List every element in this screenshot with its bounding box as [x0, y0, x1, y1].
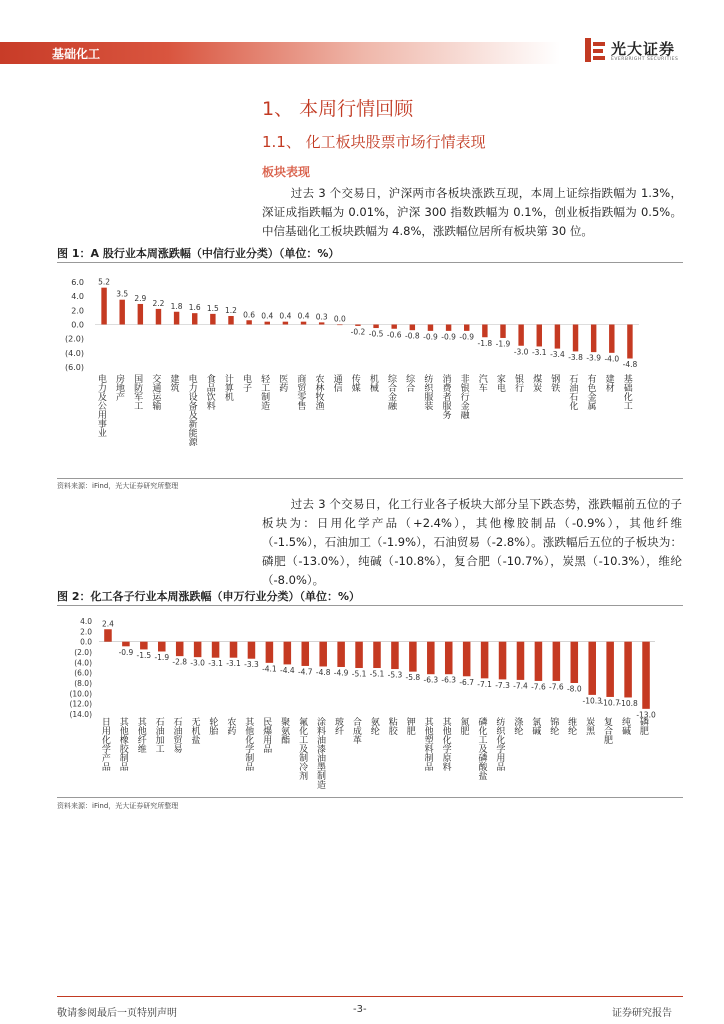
bar-value-label: -0.9	[441, 332, 456, 342]
y-tick-label: 4.0	[71, 292, 84, 302]
category-label: 传媒	[349, 374, 360, 392]
figure-1-bottom-rule	[57, 478, 683, 479]
bar	[265, 322, 270, 325]
category-label: 基础化工	[621, 374, 632, 410]
bar	[119, 300, 124, 325]
bar-value-label: -3.9	[586, 353, 601, 363]
category-label: 煤炭	[531, 374, 542, 392]
category-label: 复合肥	[602, 717, 613, 744]
bar	[463, 642, 471, 677]
y-tick-label: (14.0)	[69, 710, 92, 719]
category-label: 磷化工及磷酸盐	[476, 717, 487, 780]
bar-value-label: -3.1	[208, 659, 223, 669]
bar-value-label: -4.0	[604, 354, 620, 364]
bar-value-label: 1.2	[225, 306, 237, 315]
bar	[606, 642, 614, 697]
figure-2-top-rule	[57, 605, 683, 606]
figure-1-source: 资料来源：iFind，光大证券研究所整理	[57, 482, 179, 490]
bar-value-label: -1.9	[495, 339, 511, 349]
bar-value-label: -4.8	[315, 667, 331, 677]
bar	[624, 642, 632, 698]
bar-value-label: -3.1	[531, 347, 547, 357]
category-label: 维纶	[566, 717, 577, 735]
bar-value-label: 1.6	[188, 303, 201, 313]
bar-value-label: 0.0	[333, 314, 346, 324]
bar	[427, 642, 435, 675]
category-label: 非银行金融	[458, 374, 469, 419]
category-label: 房地产	[114, 374, 125, 401]
paragraph-2	[262, 495, 682, 590]
figure-2-bottom-rule	[57, 797, 683, 798]
y-tick-label: (12.0)	[69, 699, 92, 709]
bar	[158, 642, 166, 652]
category-label: 民爆用品	[261, 717, 272, 753]
figure-2-source: 资料来源：iFind，光大证券研究所整理	[57, 802, 179, 810]
category-label: 机械	[367, 374, 378, 392]
bar-value-label: 5.2	[98, 277, 111, 287]
heading-2: 1.1、 化工板块股票市场行情表现	[262, 133, 486, 151]
bar	[174, 312, 179, 325]
bar	[176, 642, 184, 656]
bar-value-label: -3.0	[190, 658, 205, 668]
bar-value-label: -0.2	[350, 327, 366, 337]
bar-value-label: -8.0	[566, 684, 582, 694]
y-tick-label: (2.0)	[65, 334, 84, 344]
category-label: 其他橡胶制品	[117, 717, 128, 771]
bar-value-label: -4.1	[262, 664, 277, 674]
bar	[337, 642, 345, 667]
category-label: 聚氨酯	[279, 717, 290, 744]
bar	[627, 325, 632, 359]
bar-value-label: -2.8	[172, 657, 188, 667]
bar-value-label: -3.4	[550, 350, 565, 360]
category-label: 纯碱	[619, 717, 630, 735]
category-label: 银行	[512, 374, 523, 392]
category-label: 玻纤	[332, 717, 343, 735]
category-label: 有色金属	[585, 374, 596, 410]
bar	[571, 642, 579, 683]
bar-value-label: 0.4	[279, 311, 292, 321]
bar	[301, 642, 309, 666]
footer-rule	[57, 996, 683, 997]
bar-value-label: 2.9	[134, 293, 147, 303]
bar-value-label: -1.9	[154, 652, 170, 662]
bar-value-label: -7.6	[531, 682, 546, 692]
category-label: 石油加工	[153, 717, 164, 753]
bar	[410, 325, 415, 331]
category-label: 涂料油漆油墨制造	[315, 717, 326, 789]
bar	[373, 642, 381, 668]
category-label: 无机盐	[189, 717, 200, 744]
category-label: 汽车	[476, 374, 487, 392]
bar-value-label: 1.5	[206, 303, 219, 313]
category-label: 粘胶	[386, 717, 397, 735]
bar	[591, 325, 596, 353]
bar-value-label: -3.8	[568, 352, 583, 362]
category-label: 钢铁	[549, 374, 560, 392]
category-label: 计算机	[222, 374, 233, 401]
footer-disclaimer: 敬请参阅最后一页特别声明	[57, 1008, 177, 1019]
bar	[446, 325, 451, 331]
bar-value-label: -4.9	[333, 668, 349, 678]
bar-value-label: -13.0	[636, 710, 656, 720]
bar-value-label: -0.8	[405, 331, 420, 341]
y-tick-label: (4.0)	[65, 348, 84, 358]
bar-value-label: -4.4	[280, 665, 295, 675]
bar-value-label: -6.7	[459, 677, 474, 687]
bar-value-label: -10.3	[582, 696, 602, 706]
bar	[228, 316, 233, 325]
bar	[555, 325, 560, 349]
category-label: 医药	[277, 374, 288, 392]
category-label: 其他化学制品	[243, 717, 254, 771]
bar	[284, 642, 292, 665]
brand-name: 光大证券	[611, 40, 676, 58]
bar-value-label: -1.8	[477, 338, 493, 348]
bar-value-label: -5.8	[405, 673, 421, 683]
bar	[409, 642, 417, 672]
bar-value-label: -7.4	[513, 681, 528, 691]
bar-value-label: -7.3	[495, 680, 510, 690]
category-label: 电力及公用事业	[95, 374, 106, 437]
category-label: 轻工制造	[259, 374, 270, 410]
category-label: 食品饮料	[204, 374, 215, 410]
y-tick-label: (4.0)	[74, 658, 92, 668]
bar	[140, 642, 148, 650]
bar-value-label: -4.8	[622, 360, 638, 369]
bar	[482, 325, 487, 338]
bar	[230, 642, 238, 658]
category-label: 氯碱	[530, 717, 541, 735]
bar-value-label: 2.4	[101, 619, 114, 629]
page-number: -3-	[353, 1004, 367, 1015]
category-label: 商贸零售	[295, 374, 306, 410]
bar	[609, 325, 614, 353]
y-tick-label: 0.0	[80, 637, 92, 647]
figure-1-title: 图 1：A 股行业本周涨跌幅（中信行业分类）（单位：%）	[57, 247, 340, 260]
category-label: 建材	[603, 374, 614, 392]
category-label: 综合金融	[386, 374, 397, 410]
brand-mark-icon	[585, 38, 607, 62]
bar	[535, 642, 543, 681]
bar	[337, 325, 342, 326]
bar-value-label: -6.3	[423, 675, 439, 685]
chart-1	[57, 264, 683, 478]
bar	[192, 313, 197, 324]
category-label: 通信	[331, 374, 342, 392]
bar	[355, 325, 360, 326]
category-label: 日用化学产品	[99, 717, 110, 771]
bar	[573, 325, 578, 352]
bar-value-label: 0.4	[261, 311, 274, 321]
bar-value-label: -3.0	[513, 347, 529, 357]
category-label: 炭黑	[584, 717, 595, 735]
category-label: 电力设备及新能源	[186, 374, 197, 446]
bar	[194, 642, 202, 658]
bar-value-label: -4.7	[297, 667, 313, 677]
bar-value-label: -6.3	[441, 675, 457, 685]
category-label: 电子	[240, 374, 251, 392]
bar	[553, 642, 561, 681]
footer-report-type: 证券研究报告	[612, 1008, 672, 1019]
bar-value-label: -0.9	[118, 647, 134, 657]
bar-value-label: 0.4	[297, 311, 310, 321]
bar	[445, 642, 453, 675]
heading-1: 1、 本周行情回顾	[262, 98, 414, 120]
category-label: 农药	[225, 717, 236, 735]
bar-value-label: -0.5	[368, 329, 384, 339]
bar	[499, 642, 507, 680]
category-label: 其他塑料制品	[422, 717, 433, 771]
bar	[428, 325, 433, 331]
brand-logo	[585, 38, 695, 68]
category-label: 消费者服务	[440, 374, 451, 419]
bar	[283, 322, 288, 325]
bar	[481, 642, 489, 679]
category-label: 钾肥	[404, 717, 415, 735]
bar-value-label: -1.5	[136, 650, 152, 660]
category-label: 氨纶	[368, 717, 379, 735]
bar	[248, 642, 256, 659]
section-tag: 基础化工	[52, 47, 101, 61]
bar	[210, 314, 215, 325]
bar-value-label: -7.6	[549, 682, 564, 692]
bar	[373, 325, 378, 329]
y-tick-label: (6.0)	[65, 363, 84, 372]
category-label: 家电	[494, 374, 505, 392]
brand-subtitle: EVERBRIGHT SECURITIES	[611, 57, 679, 62]
category-label: 交通运输	[150, 374, 161, 410]
figure-1-top-rule	[57, 262, 683, 263]
bar-value-label: -0.9	[459, 332, 475, 342]
category-label: 轮胎	[207, 717, 218, 735]
bar-value-label: -5.1	[351, 669, 367, 679]
category-label: 涤纶	[512, 717, 523, 735]
bar-value-label: 1.8	[170, 301, 183, 311]
bar	[319, 322, 324, 324]
y-tick-label: (10.0)	[69, 689, 92, 699]
bar	[156, 309, 161, 325]
y-tick-label: 2.0	[80, 627, 92, 637]
bar	[642, 642, 650, 709]
paragraph-1	[262, 184, 682, 241]
bar	[588, 642, 596, 695]
category-label: 其他纤维	[135, 717, 146, 753]
bar-value-label: 3.5	[116, 289, 129, 299]
bar	[212, 642, 220, 658]
y-tick-label: 4.0	[80, 617, 92, 626]
bar-value-label: -0.6	[386, 330, 402, 340]
bar	[104, 629, 112, 641]
y-tick-label: 2.0	[71, 306, 84, 316]
paragraph-1-text: 过去 3 个交易日，沪深两市各板块涨跌互现，本周上证综指跌幅为 1.3%，深证成指跌幅为 0.01%，沪深 300 指数跌幅为 0.1%，创业板指跌幅为 0.5%。中信基础化工板块跌幅为 4.8%，涨跌幅位居所有板块第 30 位。	[262, 186, 682, 238]
category-label: 氮肥	[458, 717, 469, 735]
bar	[517, 642, 525, 680]
bar-value-label: -7.1	[477, 679, 492, 689]
bar	[391, 642, 399, 669]
category-label: 建筑	[168, 374, 179, 392]
category-label: 综合	[404, 374, 415, 392]
bar-value-label: -10.7	[600, 698, 620, 708]
bar	[266, 642, 274, 663]
header-section-bar	[0, 42, 560, 64]
bar	[518, 325, 523, 346]
y-tick-label: (2.0)	[74, 648, 92, 657]
category-label: 石油贸易	[171, 717, 182, 753]
bar	[355, 642, 363, 668]
figure-2-title: 图 2：化工各子行业本周涨跌幅（申万行业分类）（单位：%）	[57, 590, 361, 603]
bar	[101, 288, 106, 325]
y-tick-label: 6.0	[71, 278, 84, 287]
paragraph-2-text: 过去 3 个交易日，化工行业各子板块大部分呈下跌态势，涨跌幅前五位的子板块为：日用化学产品（+2.4%），其他橡胶制品（-0.9%），其他纤维（-1.5%），石油加工（-1.9%），石油贸易（-2.8%）。涨跌幅后五位的子板块为：磷肥（-13.0%），纯碱（-10.8%），复合肥（-10.7%），炭黑（-10.3%），维纶（-8.0%）。	[262, 497, 682, 587]
heading-3: 板块表现	[262, 165, 311, 179]
chart-2	[57, 607, 683, 797]
category-label: 其他化学原料	[440, 717, 451, 771]
bar-value-label: -3.1	[226, 659, 241, 669]
bar	[537, 325, 542, 347]
bar-value-label: 0.6	[243, 310, 256, 320]
category-label: 纺织化学用品	[494, 717, 505, 771]
category-label: 氟化工及制冷剂	[297, 717, 308, 780]
bar	[319, 642, 327, 667]
bar-value-label: -3.3	[244, 660, 259, 670]
bar	[122, 642, 130, 647]
bar-value-label: -5.3	[387, 670, 403, 680]
bar-value-label: -0.9	[423, 332, 438, 342]
category-label: 合成革	[350, 717, 361, 744]
category-label: 石油石化	[567, 374, 578, 410]
category-label: 农林牧渔	[313, 374, 324, 410]
bar	[391, 325, 396, 329]
bar-value-label: 2.2	[152, 298, 165, 308]
bar-value-label: -10.8	[618, 698, 638, 708]
category-label: 国防军工	[132, 374, 143, 410]
y-tick-label: 0.0	[71, 320, 84, 330]
bar-value-label: 0.3	[315, 312, 328, 322]
category-label: 纺织服装	[422, 374, 433, 410]
y-tick-label: (8.0)	[74, 679, 92, 688]
bar	[464, 325, 469, 331]
bar-value-label: -5.1	[369, 669, 385, 679]
category-label: 磷肥	[637, 717, 648, 735]
y-tick-label: (6.0)	[74, 668, 92, 678]
bar	[138, 304, 143, 325]
category-label: 锦纶	[548, 717, 559, 735]
bar	[500, 325, 505, 338]
bar	[246, 320, 251, 324]
bar	[301, 322, 306, 325]
